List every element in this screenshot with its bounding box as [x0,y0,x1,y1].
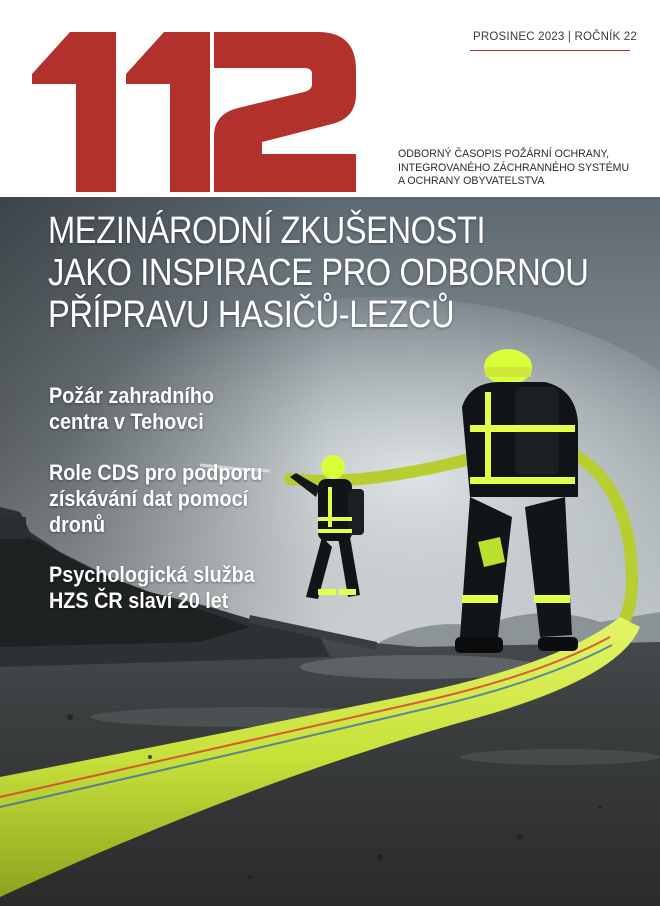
teaser-line: centra v Tehovci [49,409,204,434]
teaser-line: Role CDS pro podporu [49,460,263,485]
logo-digit-2 [214,32,356,192]
teaser-psychological-service [49,562,319,614]
subtitle-line: ODBORNÝ ČASOPIS POŽÁRNÍ OCHRANY, [398,148,610,160]
subtitle-line: INTEGROVANÉHO ZÁCHRANNÉHO SYSTÉMU [398,161,630,174]
teaser-garden-centre-fire [49,383,319,435]
teaser-line: Požár zahradního [49,383,215,408]
teaser-line: HZS ČR slaví 20 let [49,588,229,613]
headline-line: MEZINÁRODNÍ ZKUŠENOSTI [48,210,486,252]
cover-headline [48,210,589,336]
headline-line: PŘÍPRAVU HASIČŮ-LEZCŮ [48,294,455,336]
masthead [0,0,660,197]
teaser-line: Psychologická služba [49,562,255,587]
teaser-line: dronů [49,512,106,537]
issue-divider [470,50,630,51]
magazine-logo [18,18,363,194]
logo-digit-1b [126,32,210,192]
teaser-line: získávání dat pomocí [49,486,249,511]
teaser-cds-drones [49,460,319,538]
logo-digit-1 [32,32,116,192]
headline-line: JAKO INSPIRACE PRO ODBORNOU [48,252,589,294]
magazine-subtitle [398,148,648,189]
issue-date: PROSINEC 2023 | ROČNÍK 22 [473,31,637,43]
subtitle-line: A OCHRANY OBYVATELSTVA [398,175,545,187]
